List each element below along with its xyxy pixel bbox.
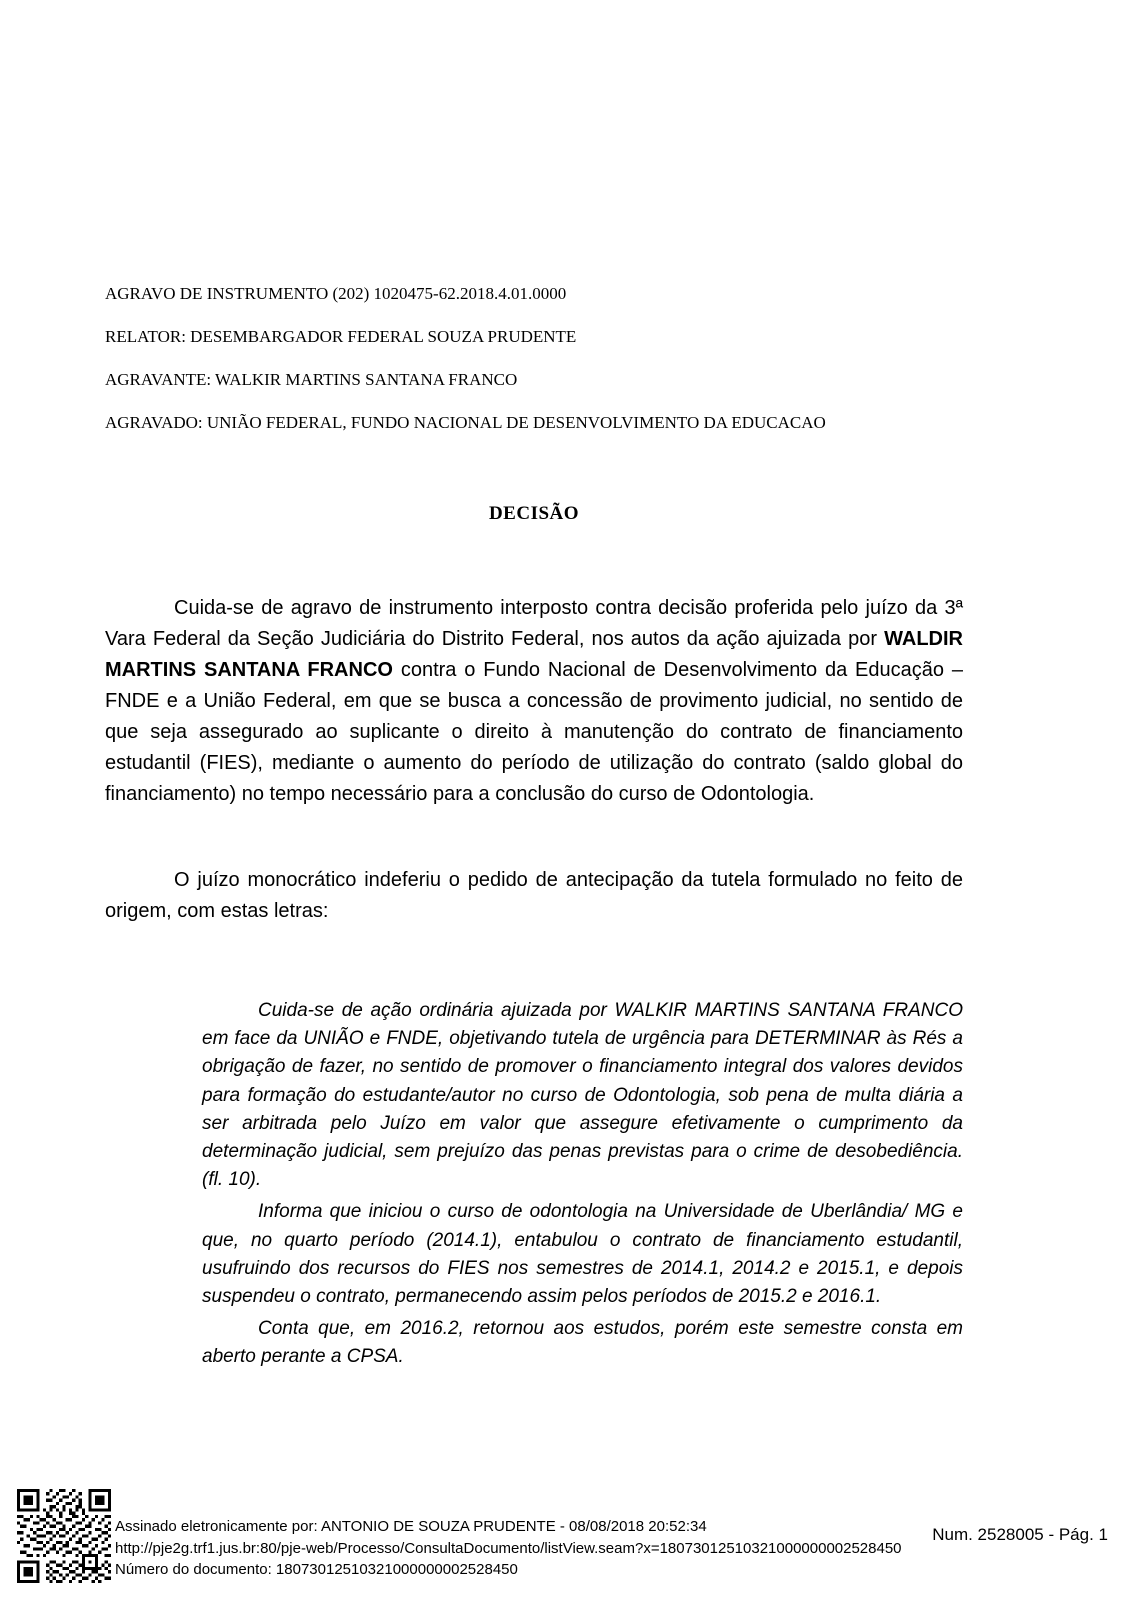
relator-line: RELATOR: DESEMBARGADOR FEDERAL SOUZA PRUDENTE	[105, 327, 577, 346]
quote-paragraph-2: Informa que iniciou o curso de odontologia na Universidade de Uberlândia/ MG e que, no quarto período (2014.1), entabulou o contrato de financiamento estudantil, usufruindo dos recursos do FIES nos semestres de 2014.1, 2014.2 e 2015.1, e depois suspendeu o contrato, permanecendo assim pelos períodos de 2015.2 e 2016.1.	[202, 1201, 963, 1308]
verification-url-line: http://pje2g.trf1.jus.br:80/pje-web/Processo/ConsultaDocumento/listView.seam?x=18073012510321000000002528450	[115, 1539, 902, 1557]
page-number-badge: Num. 2528005 - Pág. 1	[932, 1525, 1108, 1544]
decision-title: DECISÃO	[488, 503, 580, 524]
signature-footer	[115, 1516, 902, 1581]
intro-paragraph-text-2: contra o Fundo Nacional de Desenvolvimento da Educação – FNDE e a União Federal, em que se busca a concessão de provimento judicial, no sentido de que seja assegurado ao suplicante o direito à manutenção do contrato de financiamento estudantil (FIES), mediante o aumento do período de utilização do contrato (saldo global do financiamento) no tempo necessário para a conclusão do curso de Odontologia.	[105, 659, 964, 805]
intro-paragraph-text-1: Cuida-se de agravo de instrumento interposto contra decisão proferida pelo juízo da 3ª Vara Federal da Seção Judiciária do Distrito Federal, nos autos da ação ajuizada por	[105, 597, 963, 650]
agravado-line: AGRAVADO: UNIÃO FEDERAL, FUNDO NACIONAL DE DESENVOLVIMENTO DA EDUCACAO	[105, 413, 826, 432]
party-name-bold: WALDIR MARTINS SANTANA FRANCO	[105, 628, 963, 681]
qr-code-icon	[17, 1488, 111, 1584]
quote-paragraph-3: Conta que, em 2016.2, retornou aos estudos, porém este semestre consta em aberto perante a CPSA.	[202, 1318, 963, 1368]
intro-paragraph	[105, 593, 963, 810]
document-number-line: Número do documento: 18073012510321000000002528450	[115, 1561, 518, 1579]
case-header	[105, 272, 965, 444]
signed-by-line: Assinado eletronicamente por: ANTONIO DE SOUZA PRUDENTE - 08/08/2018 20:52:34	[115, 1518, 707, 1535]
agravante-line: AGRAVANTE: WALKIR MARTINS SANTANA FRANCO	[105, 370, 518, 389]
case-number-line: AGRAVO DE INSTRUMENTO (202) 1020475-62.2018.4.01.0000	[105, 284, 567, 303]
quoted-decision-block	[202, 997, 963, 1376]
quote-paragraph-1: Cuida-se de ação ordinária ajuizada por WALKIR MARTINS SANTANA FRANCO em face da UNIÃO e FNDE, objetivando tutela de urgência para DETERMINAR às Rés a obrigação de fazer, no sentido de promover o financiamento integral dos valores devidos para formação do estudante/autor no curso de Odontologia, sob pena de multa diária a ser arbitrada pelo Juízo em valor que assegure efetivamente o cumprimento da determinação judicial, sem prejuízo das penas previstas para o crime de desobediência. (fl. 10).	[202, 1000, 963, 1191]
ruling-reference-paragraph: O juízo monocrático indeferiu o pedido de antecipação da tutela formulado no feito de origem, com estas letras:	[105, 869, 963, 922]
